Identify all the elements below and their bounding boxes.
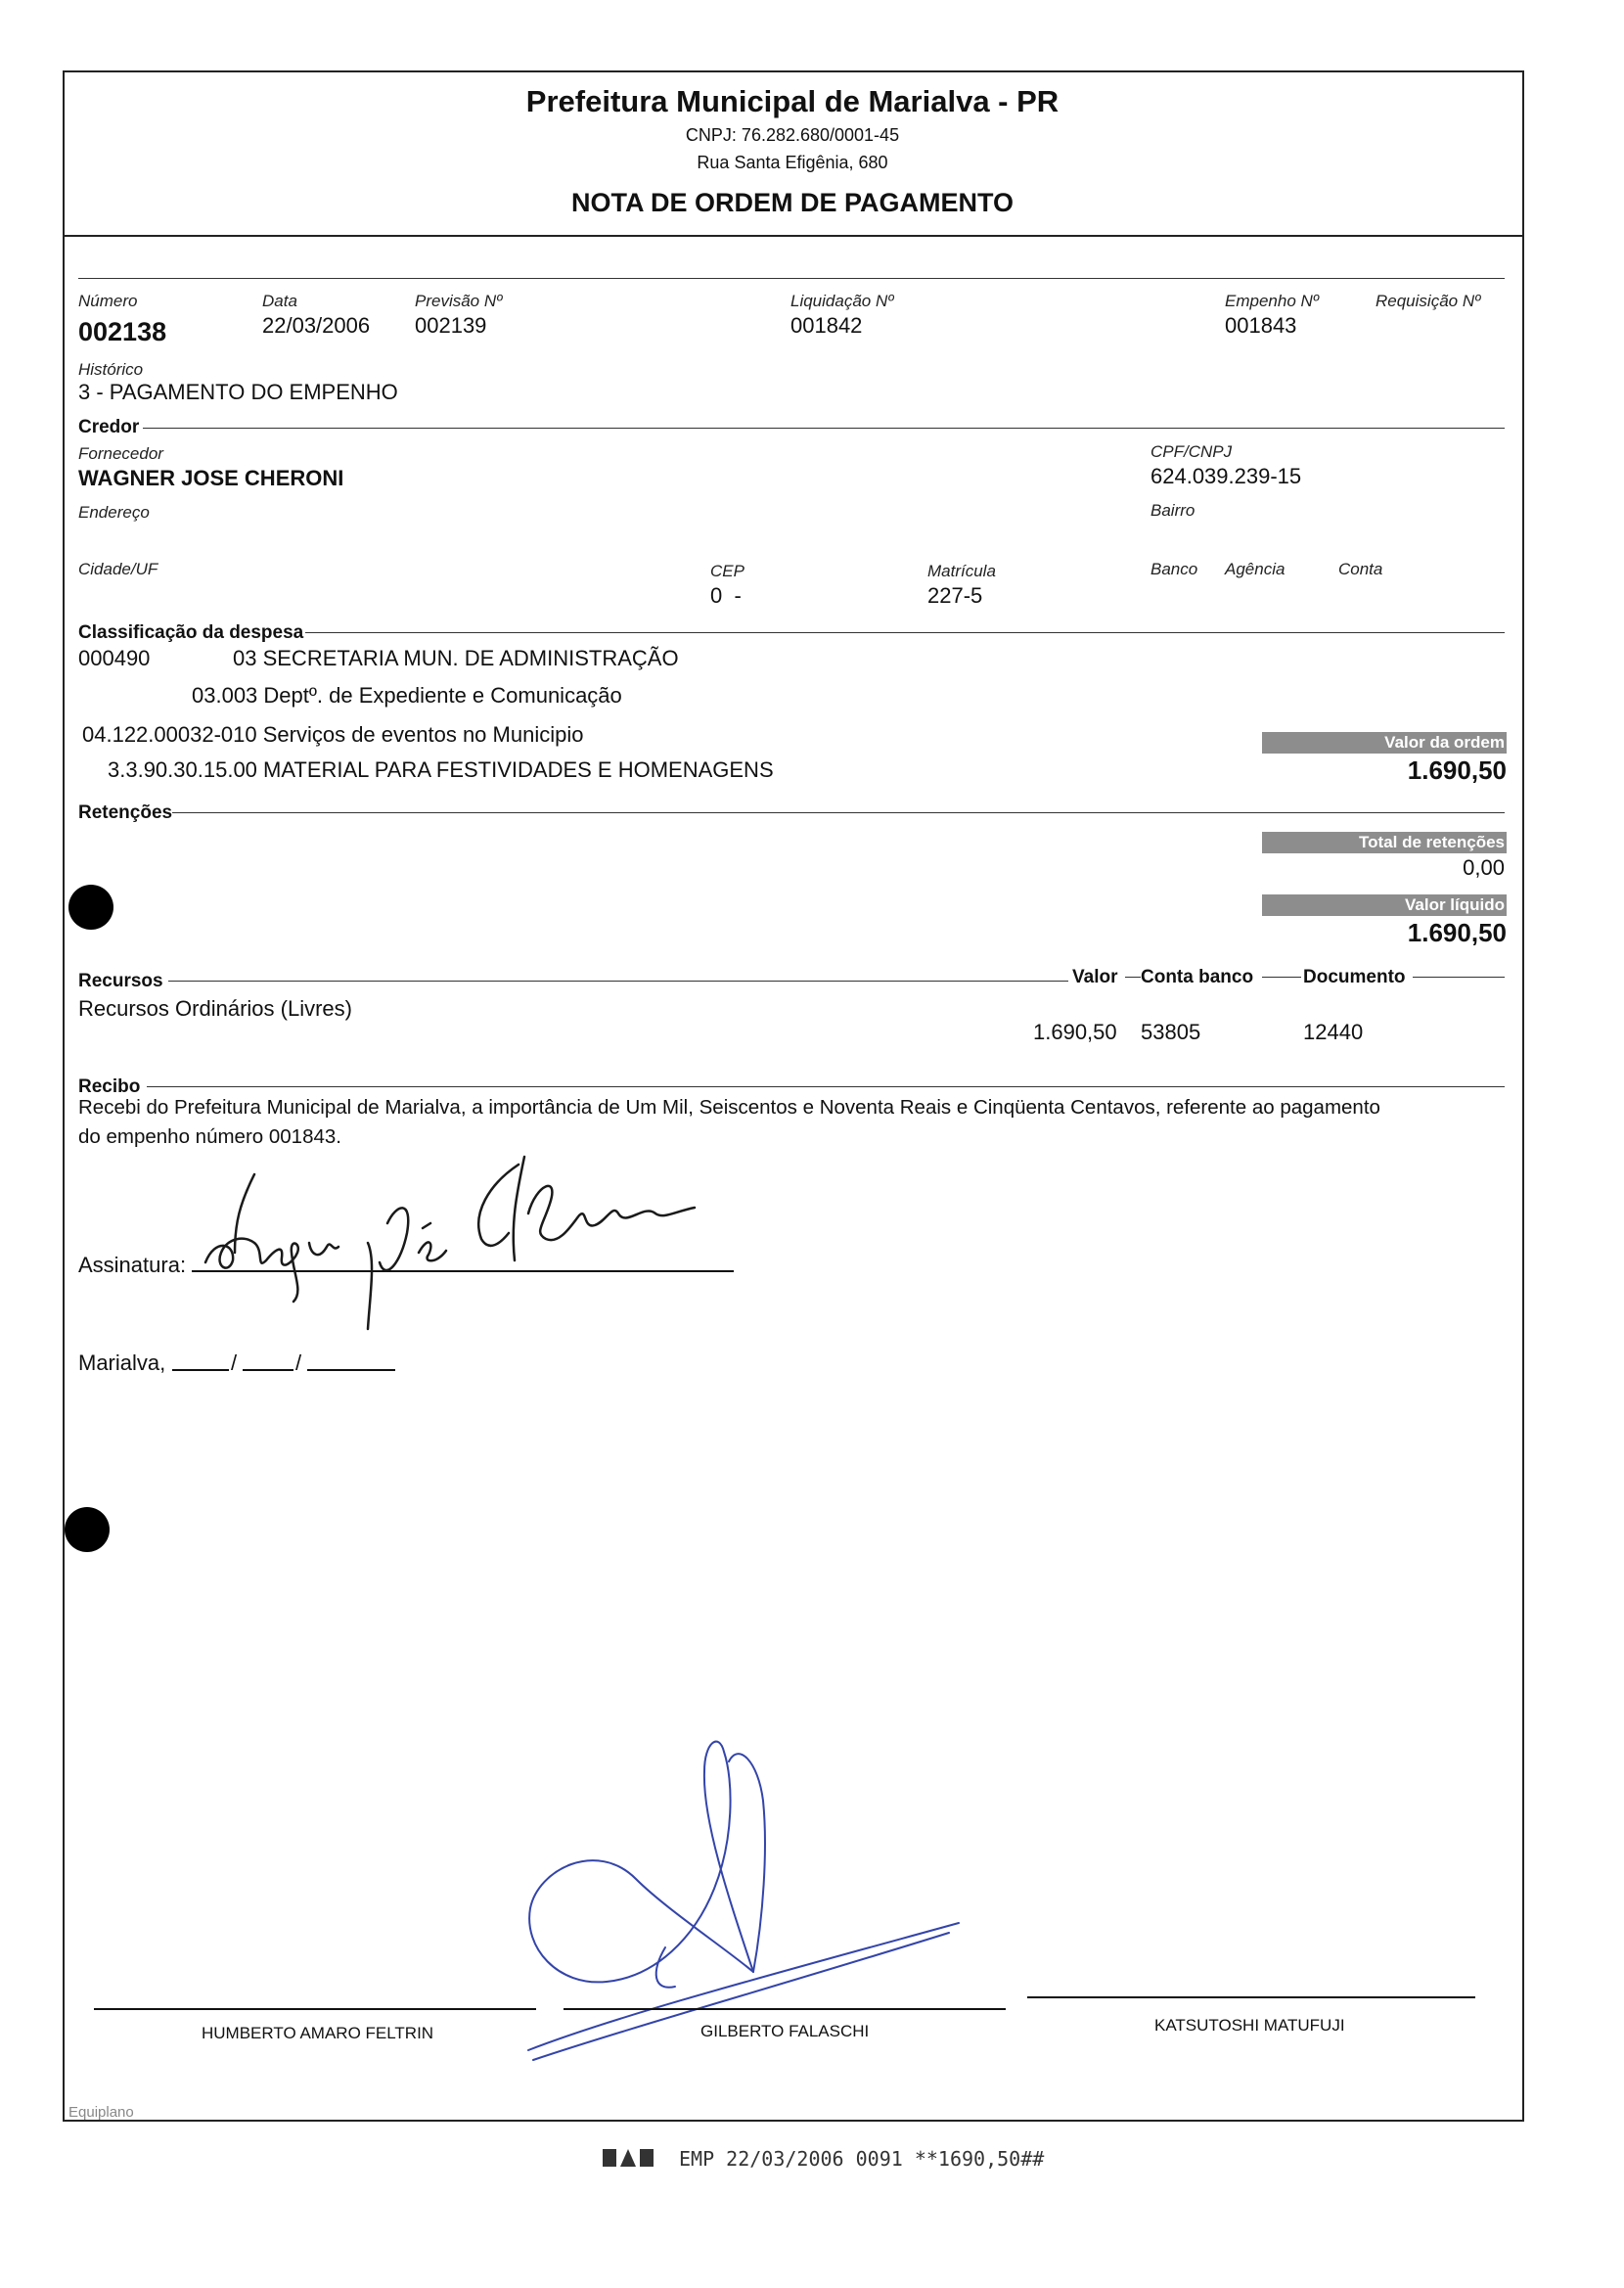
recursos-fonte: Recursos Ordinários (Livres): [78, 996, 352, 1021]
conta-label: Conta: [1338, 560, 1383, 578]
empenho-label: Empenho Nº: [1225, 292, 1319, 310]
signatory-name-2: GILBERTO FALASCHI: [700, 2022, 870, 2040]
signatory-name-3: KATSUTOSHI MATUFUJI: [1154, 2016, 1345, 2035]
date-line-3: [307, 1369, 395, 1371]
document-title: NOTA DE ORDEM DE PAGAMENTO: [570, 188, 1014, 217]
signatory-line-1: [94, 2008, 536, 2010]
documento-column-header: Documento: [1303, 967, 1406, 987]
stamp-logo-icon: [601, 2145, 655, 2171]
recursos-conta: 53805: [1141, 1020, 1201, 1044]
signatory-name-1: HUMBERTO AMARO FELTRIN: [202, 2024, 434, 2042]
date-slash-2: /: [295, 1350, 302, 1375]
classificacao-line-1: 03 SECRETARIA MUN. DE ADMINISTRAÇÃO: [233, 646, 679, 670]
recibo-text-line-2: do empenho número 001843.: [78, 1125, 341, 1148]
credor-section-title: Credor: [78, 417, 140, 437]
classificacao-line-3: 04.122.00032-010 Serviços de eventos no Municipio: [82, 722, 584, 747]
historico-value: 3 - PAGAMENTO DO EMPENHO: [78, 380, 398, 404]
recibo-text-line-1: Recebi do Prefeitura Municipal de Marialva, a importância de Um Mil, Seiscentos e Noventa Reais e Cinqüenta Centavos, referente ao pagamento: [78, 1096, 1380, 1119]
recursos-divider-2: [1125, 977, 1141, 978]
conta-banco-column-header: Conta banco: [1141, 967, 1254, 987]
total-retencoes-label: Total de retenções: [1262, 832, 1507, 853]
agencia-label: Agência: [1225, 560, 1286, 578]
address-text: Rua Santa Efigênia, 680: [697, 153, 888, 172]
recursos-section-title: Recursos: [78, 971, 163, 991]
data-label: Data: [262, 292, 297, 310]
recibo-section-title: Recibo: [78, 1076, 141, 1097]
cidade-label: Cidade/UF: [78, 560, 158, 578]
cnpj-text: CNPJ: 76.282.680/0001-45: [685, 125, 900, 145]
cep-label: CEP: [710, 562, 744, 580]
endereco-label: Endereço: [78, 503, 150, 522]
valor-ordem-value: 1.690,50: [1407, 755, 1507, 785]
credor-divider: [143, 428, 1505, 429]
historico-label: Histórico: [78, 360, 144, 379]
assinatura-label: Assinatura:: [78, 1253, 187, 1277]
signatory-line-3: [1027, 1996, 1475, 1998]
classificacao-section-title: Classificação da despesa: [78, 622, 304, 643]
numero-value: 002138: [78, 317, 167, 346]
numero-label: Número: [78, 292, 138, 310]
recipient-signature: [196, 1145, 744, 1341]
cpf-label: CPF/CNPJ: [1150, 442, 1233, 461]
cpf-value: 624.039.239-15: [1150, 464, 1302, 488]
previsao-label: Previsão Nº: [415, 292, 503, 310]
recursos-divider-4: [1413, 977, 1505, 978]
data-value: 22/03/2006: [262, 313, 371, 338]
total-retencoes-value: 0,00: [1463, 855, 1505, 880]
page-title: Prefeitura Municipal de Marialva - PR: [525, 84, 1060, 118]
valor-liquido-value: 1.690,50: [1407, 918, 1507, 947]
header-divider: [63, 235, 1522, 237]
validation-stamp: EMP 22/03/2006 0091 **1690,50##: [679, 2147, 1045, 2171]
date-slash-1: /: [231, 1350, 238, 1375]
recibo-divider: [147, 1086, 1505, 1087]
valor-liquido-label: Valor líquido: [1262, 894, 1507, 916]
punch-hole-bottom: [65, 1507, 110, 1552]
matricula-value: 227-5: [927, 583, 983, 608]
classificacao-divider: [305, 632, 1505, 633]
matricula-label: Matrícula: [927, 562, 996, 580]
liquidacao-value: 001842: [790, 313, 863, 338]
local-date-label: Marialva,: [78, 1350, 166, 1375]
date-line-2: [243, 1369, 293, 1371]
valor-column-header: Valor: [1072, 967, 1118, 987]
classificacao-line-4: 3.3.90.30.15.00 MATERIAL PARA FESTIVIDADES E HOMENAGENS: [108, 757, 774, 782]
cep-value: 0 -: [710, 583, 742, 608]
recursos-divider-3: [1262, 977, 1301, 978]
date-line-1: [172, 1369, 229, 1371]
fornecedor-value: WAGNER JOSE CHERONI: [78, 466, 344, 490]
software-footer: Equiplano: [68, 2104, 134, 2121]
retencoes-divider: [172, 812, 1505, 813]
recursos-valor: 1.690,50: [1033, 1020, 1117, 1044]
requisicao-label: Requisição Nº: [1376, 292, 1481, 310]
signatory-line-2: [564, 2008, 1006, 2010]
classificacao-code: 000490: [78, 646, 151, 670]
bairro-label: Bairro: [1150, 501, 1195, 520]
banco-label: Banco: [1150, 560, 1198, 578]
empenho-value: 001843: [1225, 313, 1297, 338]
fields-divider: [78, 278, 1505, 279]
punch-hole-top: [68, 885, 113, 930]
liquidacao-label: Liquidação Nº: [790, 292, 894, 310]
fornecedor-label: Fornecedor: [78, 444, 163, 463]
valor-ordem-label: Valor da ordem: [1262, 732, 1507, 754]
classificacao-line-2: 03.003 Deptº. de Expediente e Comunicação: [192, 683, 622, 708]
retencoes-section-title: Retenções: [78, 802, 173, 823]
recursos-divider: [168, 981, 1068, 982]
previsao-value: 002139: [415, 313, 487, 338]
recursos-documento: 12440: [1303, 1020, 1364, 1044]
